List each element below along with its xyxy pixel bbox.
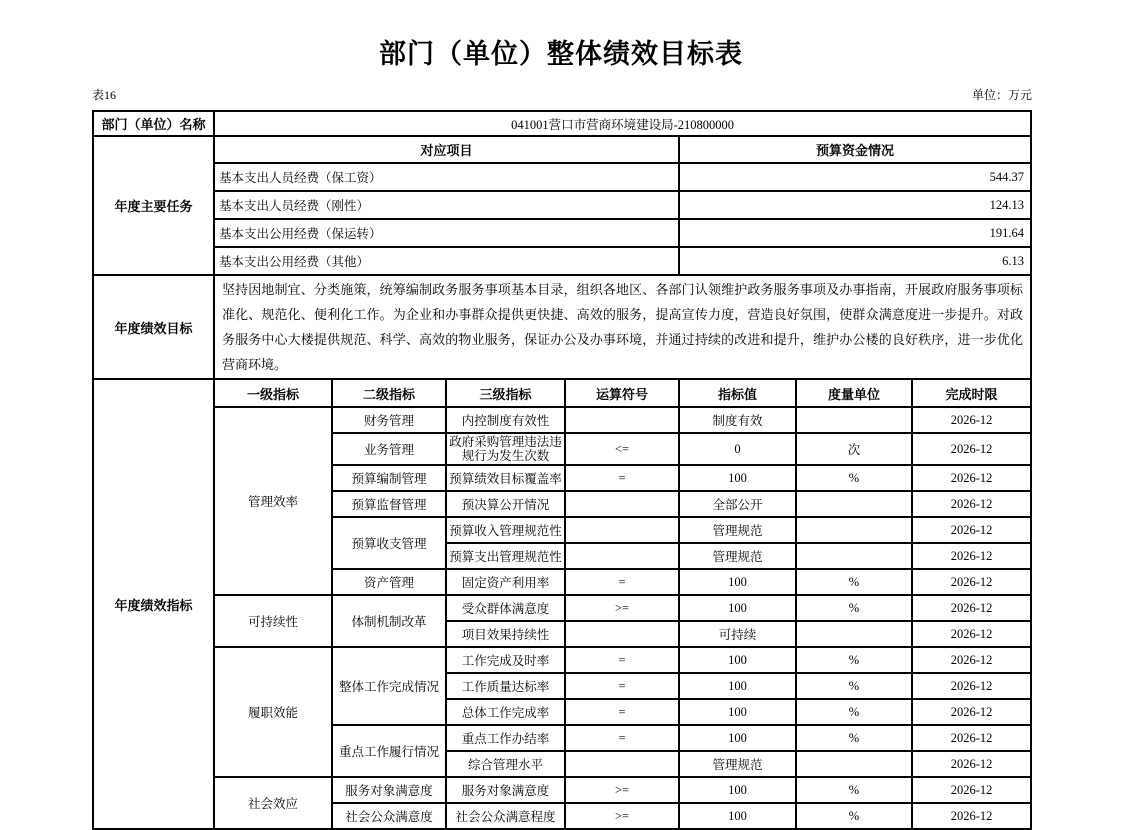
cell-op <box>565 491 679 517</box>
cell-l3: 服务对象满意度 <box>446 777 565 803</box>
indicator-row <box>93 595 1031 621</box>
indicators-header-row <box>93 379 1031 407</box>
task-amount: 544.37 <box>679 163 1031 191</box>
task-amount: 191.64 <box>679 219 1031 247</box>
cell-op: >= <box>565 803 679 829</box>
dept-name-label: 部门（单位）名称 <box>93 111 214 136</box>
cell-l3: 预算支出管理规范性 <box>446 543 565 569</box>
performance-target-table <box>92 110 1032 830</box>
cell-op: = <box>565 647 679 673</box>
cell-deadline: 2026-12 <box>912 465 1031 491</box>
cell-value: 100 <box>679 725 796 751</box>
task-row <box>93 163 1031 191</box>
cell-deadline: 2026-12 <box>912 569 1031 595</box>
cell-unit: % <box>796 803 912 829</box>
cell-l2: 财务管理 <box>332 407 446 433</box>
cell-op <box>565 407 679 433</box>
cell-unit <box>796 621 912 647</box>
cell-op: = <box>565 569 679 595</box>
cell-deadline: 2026-12 <box>912 517 1031 543</box>
cell-value: 管理规范 <box>679 543 796 569</box>
cell-deadline: 2026-12 <box>912 777 1031 803</box>
task-item: 基本支出公用经费（保运转） <box>214 219 679 247</box>
cell-unit <box>796 491 912 517</box>
cell-l1: 可持续性 <box>214 595 332 647</box>
task-item: 基本支出公用经费（其他） <box>214 247 679 275</box>
cell-op <box>565 621 679 647</box>
cell-value: 100 <box>679 803 796 829</box>
cell-unit: % <box>796 569 912 595</box>
indicators-header-l1: 一级指标 <box>214 379 332 407</box>
cell-deadline: 2026-12 <box>912 543 1031 569</box>
cell-l3: 总体工作完成率 <box>446 699 565 725</box>
cell-l2: 资产管理 <box>332 569 446 595</box>
cell-l1: 履职效能 <box>214 647 332 777</box>
cell-value: 全部公开 <box>679 491 796 517</box>
cell-deadline: 2026-12 <box>912 725 1031 751</box>
cell-deadline: 2026-12 <box>912 673 1031 699</box>
indicators-header-l3: 三级指标 <box>446 379 565 407</box>
cell-l3: 预算绩效目标覆盖率 <box>446 465 565 491</box>
cell-deadline: 2026-12 <box>912 647 1031 673</box>
goal-row <box>93 275 1031 379</box>
indicators-header-op: 运算符号 <box>565 379 679 407</box>
cell-deadline: 2026-12 <box>912 751 1031 777</box>
cell-deadline: 2026-12 <box>912 803 1031 829</box>
cell-l3-text: 政府采购管理违法违规行为发生次数 <box>449 435 562 463</box>
cell-value: 100 <box>679 569 796 595</box>
cell-deadline: 2026-12 <box>912 699 1031 725</box>
cell-op: = <box>565 673 679 699</box>
dept-name-row <box>93 111 1031 136</box>
task-item: 基本支出人员经费（保工资） <box>214 163 679 191</box>
cell-l3: 项目效果持续性 <box>446 621 565 647</box>
indicators-header-l2: 二级指标 <box>332 379 446 407</box>
task-row <box>93 191 1031 219</box>
cell-l3: 工作完成及时率 <box>446 647 565 673</box>
task-amount: 124.13 <box>679 191 1031 219</box>
cell-value: 100 <box>679 777 796 803</box>
task-item: 基本支出人员经费（刚性） <box>214 191 679 219</box>
unit-note: 单位：万元 <box>971 88 1032 102</box>
indicator-row <box>93 647 1031 673</box>
cell-unit <box>796 751 912 777</box>
cell-l2: 整体工作完成情况 <box>332 647 446 725</box>
cell-value: 100 <box>679 647 796 673</box>
cell-l2: 预算收支管理 <box>332 517 446 569</box>
cell-l2: 社会公众满意度 <box>332 803 446 829</box>
cell-op <box>565 751 679 777</box>
cell-l1: 管理效率 <box>214 407 332 595</box>
cell-op: >= <box>565 777 679 803</box>
cell-unit: % <box>796 595 912 621</box>
cell-unit: % <box>796 465 912 491</box>
table-number: 表16 <box>92 88 117 102</box>
cell-unit: % <box>796 777 912 803</box>
tasks-section-label: 年度主要任务 <box>93 136 214 275</box>
cell-l3 <box>446 433 565 465</box>
cell-deadline: 2026-12 <box>912 407 1031 433</box>
cell-value: 制度有效 <box>679 407 796 433</box>
cell-l3: 预算收入管理规范性 <box>446 517 565 543</box>
task-row <box>93 219 1031 247</box>
cell-op <box>565 543 679 569</box>
cell-value: 管理规范 <box>679 517 796 543</box>
cell-deadline: 2026-12 <box>912 621 1031 647</box>
cell-l2: 预算监督管理 <box>332 491 446 517</box>
cell-unit: 次 <box>796 433 912 465</box>
cell-l3: 固定资产利用率 <box>446 569 565 595</box>
indicator-row <box>93 407 1031 433</box>
cell-l2: 服务对象满意度 <box>332 777 446 803</box>
cell-value: 100 <box>679 673 796 699</box>
cell-l3: 社会公众满意程度 <box>446 803 565 829</box>
goal-section-label: 年度绩效目标 <box>93 275 214 379</box>
cell-l2: 重点工作履行情况 <box>332 725 446 777</box>
task-amount: 6.13 <box>679 247 1031 275</box>
cell-deadline: 2026-12 <box>912 595 1031 621</box>
cell-value: 可持续 <box>679 621 796 647</box>
indicators-header-unit: 度量单位 <box>796 379 912 407</box>
tasks-col-header-budget: 预算资金情况 <box>679 136 1031 163</box>
indicators-section-label: 年度绩效指标 <box>93 379 214 829</box>
cell-op: <= <box>565 433 679 465</box>
cell-l2: 体制机制改革 <box>332 595 446 647</box>
cell-value: 0 <box>679 433 796 465</box>
indicator-row <box>93 777 1031 803</box>
cell-op <box>565 517 679 543</box>
tasks-header-row <box>93 136 1031 163</box>
cell-unit: % <box>796 647 912 673</box>
cell-l3: 工作质量达标率 <box>446 673 565 699</box>
cell-op: = <box>565 699 679 725</box>
cell-op: = <box>565 725 679 751</box>
cell-deadline: 2026-12 <box>912 433 1031 465</box>
cell-unit <box>796 543 912 569</box>
cell-value: 100 <box>679 465 796 491</box>
task-row <box>93 247 1031 275</box>
cell-unit <box>796 517 912 543</box>
goal-text: 坚持因地制宜、分类施策，统筹编制政务服务事项基本目录，组织各地区、各部门认领维护政务服务事项及办事指南，开展政府服务事项标准化、规范化、便利化工作。为企业和办事群众提供更快捷、高效的服务，提高宣传力度，营造良好氛围，使群众满意度进一步提升。对政务服务中心大楼提供规范、科学、高效的物业服务，保证办公及办事环境，并通过持续的改进和提升，维护办公楼的良好秩序，进一步优化营商环境。 <box>214 275 1031 379</box>
cell-l3: 重点工作办结率 <box>446 725 565 751</box>
indicators-header-deadline: 完成时限 <box>912 379 1031 407</box>
cell-op: = <box>565 465 679 491</box>
cell-l2: 预算编制管理 <box>332 465 446 491</box>
tasks-col-header-item: 对应项目 <box>214 136 679 163</box>
cell-l3: 预决算公开情况 <box>446 491 565 517</box>
cell-l3: 综合管理水平 <box>446 751 565 777</box>
page-title: 部门（单位）整体绩效目标表 <box>379 39 743 69</box>
cell-value: 100 <box>679 699 796 725</box>
cell-op: >= <box>565 595 679 621</box>
cell-unit: % <box>796 725 912 751</box>
cell-unit: % <box>796 699 912 725</box>
cell-l3: 内控制度有效性 <box>446 407 565 433</box>
cell-l2: 业务管理 <box>332 433 446 465</box>
cell-unit <box>796 407 912 433</box>
dept-name-value: 041001营口市营商环境建设局-210800000 <box>214 111 1031 136</box>
cell-l3: 受众群体满意度 <box>446 595 565 621</box>
cell-value: 100 <box>679 595 796 621</box>
cell-deadline: 2026-12 <box>912 491 1031 517</box>
cell-value: 管理规范 <box>679 751 796 777</box>
cell-unit: % <box>796 673 912 699</box>
indicators-header-value: 指标值 <box>679 379 796 407</box>
cell-l1: 社会效应 <box>214 777 332 829</box>
